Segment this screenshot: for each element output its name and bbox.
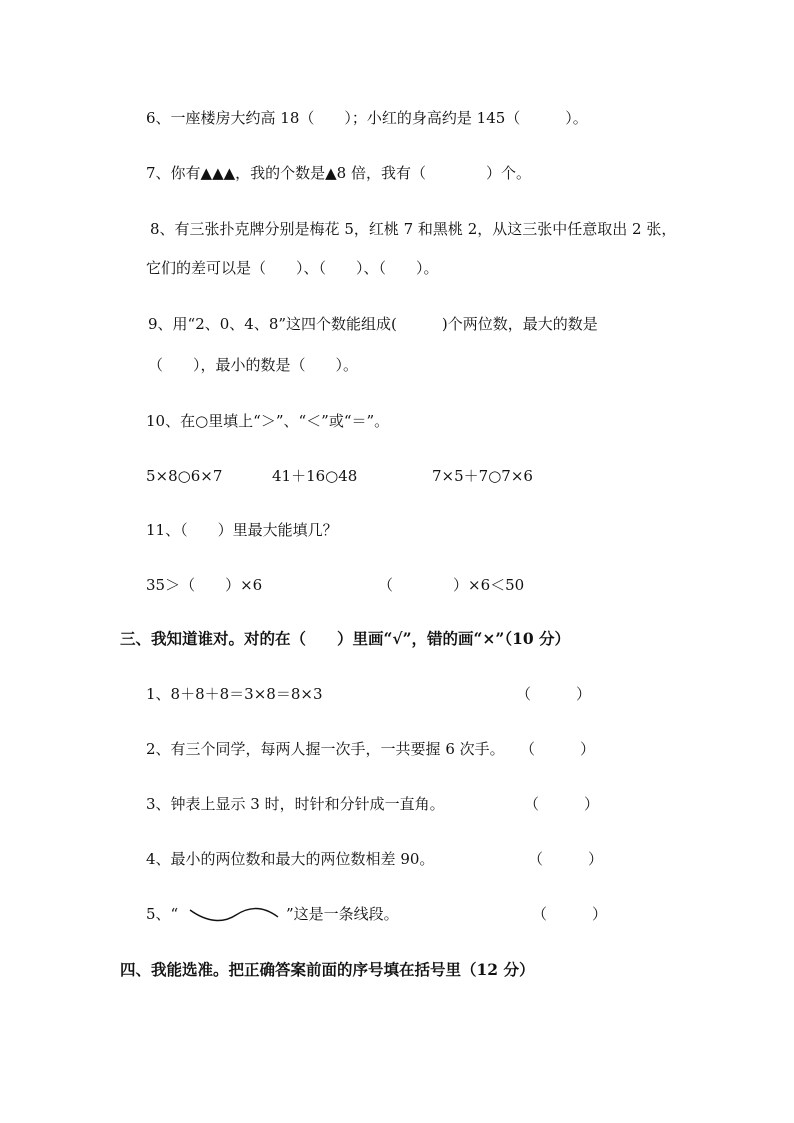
judge-item-2-blank: （ ） xyxy=(520,740,596,758)
question-8-line-1: 8、有三张扑克牌分别是梅花 5，红桃 7 和黑桃 2，从这三张中任意取出 2 张， xyxy=(150,220,677,238)
judge-item-4: 4、最小的两位数和最大的两位数相差 90。 xyxy=(146,850,435,868)
judge-item-3: 3、钟表上显示 3 时，时针和分针成一直角。 xyxy=(146,795,445,813)
question-6: 6、一座楼房大约高 18（ ）；小红的身高约是 145（ ）。 xyxy=(146,109,588,127)
question-11: 11、（ ）里最大能填几？ xyxy=(146,521,338,539)
judge-item-2: 2、有三个同学，每两人握一次手，一共要握 6 次手。 xyxy=(146,740,505,758)
question-7: 7、你有▲▲▲，我的个数是▲8 倍，我有（ ）个。 xyxy=(146,164,531,182)
question-9-line-1: 9、用“2、0、4、8”这四个数能组成( )个两位数，最大的数是 xyxy=(148,315,598,333)
question-11-expression-1: 35＞（ ）×6 xyxy=(146,576,263,594)
judge-item-4-blank: （ ） xyxy=(528,850,604,868)
question-10-expression-3: 7×5＋7○7×6 xyxy=(432,467,533,485)
judge-item-5-blank: （ ） xyxy=(532,905,608,923)
question-10-expression-1: 5×8○6×7 xyxy=(146,467,223,485)
judge-item-3-blank: （ ） xyxy=(524,795,600,813)
judge-item-1: 1、8＋8＋8＝3×8＝8×3 xyxy=(146,685,323,703)
wavy-line-figure xyxy=(186,901,282,925)
question-9-line-2: （ ），最小的数是（ ）。 xyxy=(148,356,359,374)
question-8-line-2: 它们的差可以是（ ）、（ ）、（ ）。 xyxy=(146,259,439,277)
judge-item-5-prefix: 5、“ xyxy=(146,905,179,923)
question-11-expression-2: （ ）×6＜50 xyxy=(378,576,525,594)
question-10: 10、在○里填上“＞”、“＜”或“＝”。 xyxy=(146,412,390,430)
section-4-heading: 四、我能选准。把正确答案前面的序号填在括号里（12 分） xyxy=(120,960,535,979)
question-10-expression-2: 41＋16○48 xyxy=(272,467,358,485)
judge-item-5-suffix: ”这是一条线段。 xyxy=(286,905,399,923)
judge-item-1-blank: （ ） xyxy=(516,685,592,703)
section-3-heading: 三、我知道谁对。对的在（ ）里画“√”，错的画“×”（10 分） xyxy=(120,629,571,648)
